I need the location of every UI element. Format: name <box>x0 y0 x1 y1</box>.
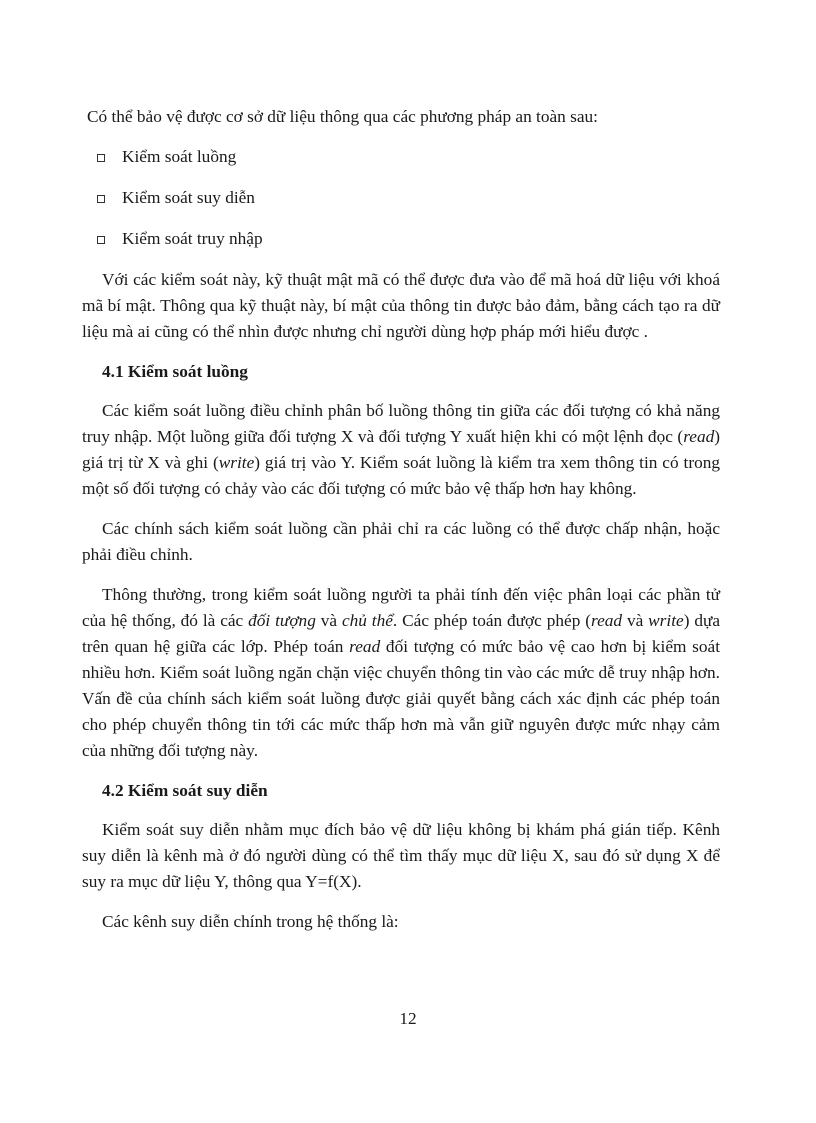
inference-paragraph: Kiểm soát suy diễn nhằm mục đích bảo vệ dữ liệu không bị khám phá gián tiếp. Kênh suy diễn là kênh mà ở đó người dùng có thể tìm thấy mục dữ liệu X, sau đó sử dụng X để suy ra mục dữ liệu Y, thông qua Y=f(X). <box>82 820 720 891</box>
list-item: Kiểm soát truy nhập <box>82 226 720 252</box>
checkbox-bullet-icon <box>97 236 105 244</box>
document-page <box>82 104 720 949</box>
checkbox-bullet-icon <box>97 154 105 162</box>
section-heading-4-1: 4.1 Kiểm soát luồng <box>102 362 248 381</box>
intro-paragraph: Có thể bảo vệ được cơ sở dữ liệu thông qua các phương pháp an toàn sau: <box>87 107 598 126</box>
flow-policy-paragraph: Các chính sách kiểm soát luồng cần phải chỉ ra các luồng có thể được chấp nhận, hoặc phải điều chỉnh. <box>82 519 720 564</box>
page-number: 12 <box>399 1009 417 1028</box>
inference-channels-paragraph: Các kênh suy diễn chính trong hệ thống là: <box>102 912 399 931</box>
flow-control-paragraph: Các kiểm soát luồng điều chỉnh phân bố luồng thông tin giữa các đối tượng có khả năng truy nhập. Một luồng giữa đối tượng X và đối tượng Y xuất hiện khi có một lệnh đọc (read) giá trị từ X và ghi (write) giá trị vào Y. Kiểm soát luồng là kiểm tra xem thông tin có trong một số đối tượng có chảy vào các đối tượng có mức bảo vệ thấp hơn hay không. <box>82 401 721 498</box>
list-item: Kiểm soát suy diễn <box>82 185 720 211</box>
list-item: Kiểm soát luồng <box>82 144 720 170</box>
checkbox-bullet-icon <box>97 195 105 203</box>
classification-paragraph: Thông thường, trong kiểm soát luồng người ta phải tính đến việc phân loại các phần tử của hệ thống, đó là các đối tượng và chủ thể. Các phép toán được phép (read và write) dựa trên quan hệ giữa các lớp. Phép toán read đối tượng có mức bảo vệ cao hơn bị kiểm soát nhiều hơn. Kiểm soát luồng ngăn chặn việc chuyển thông tin vào các mức dễ truy nhập hơn. Vấn đề của chính sách kiểm soát luồng được giải quyết bằng cách xác định các phép toán cho phép chuyển thông tin tới các mức thấp hơn mà vẫn giữ nguyên được mức nhạy cảm của những đối tượng này. <box>82 585 721 760</box>
section-heading-4-2: 4.2 Kiểm soát suy diễn <box>102 781 268 800</box>
encryption-paragraph: Với các kiểm soát này, kỹ thuật mật mã có thể được đưa vào để mã hoá dữ liệu với khoá mã bí mật. Thông qua kỹ thuật này, bí mật của thông tin được bảo đảm, bằng cách tạo ra dữ liệu mà ai cũng có thể nhìn được nhưng chỉ người dùng hợp pháp mới hiểu được . <box>82 270 720 341</box>
method-list <box>82 144 720 252</box>
